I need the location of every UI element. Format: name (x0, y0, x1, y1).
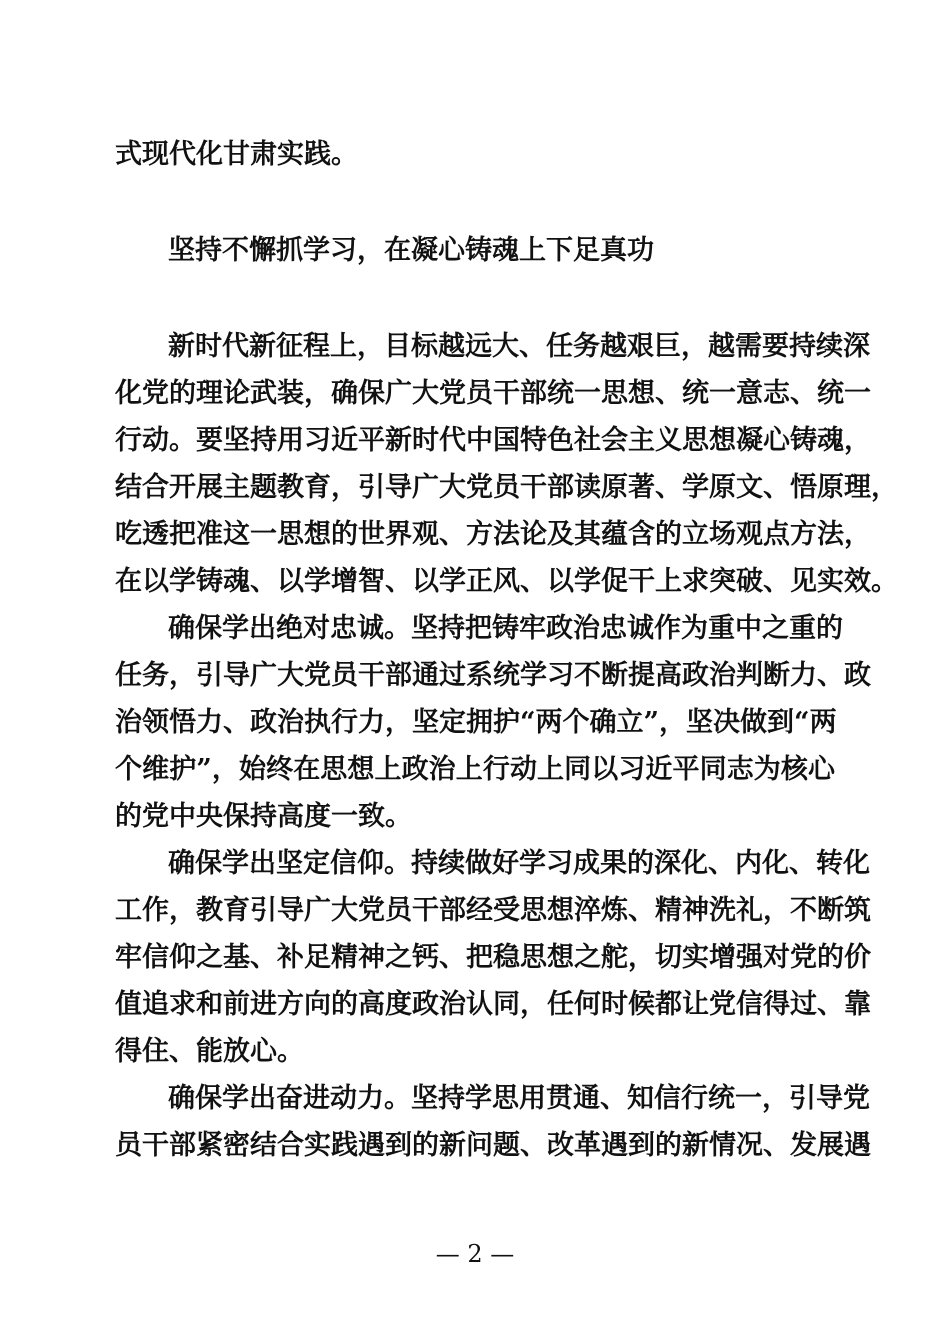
text-line: 个维护”，始终在思想上政治上行动上同以习近平同志为核心 (115, 754, 835, 785)
paragraph-first-line: 确保学出坚定信仰。持续做好学习成果的深化、内化、转化 (168, 848, 870, 879)
paragraph-first-line: 确保学出奋进动力。坚持学思用贯通、知信行统一，引导党 (168, 1083, 870, 1114)
text-line: 值追求和前进方向的高度政治认同，任何时候都让党信得过、靠 (115, 989, 871, 1020)
text-line: 吃透把准这一思想的世界观、方法论及其蕴含的立场观点方法， (115, 519, 871, 550)
text-line: 式现代化甘肃实践。 (115, 139, 358, 170)
text-line: 新时代新征程上，目标越远大、任务越艰巨，越需要持续深 (168, 331, 870, 362)
text-line: 行动。要坚持用习近平新时代中国特色社会主义思想凝心铸魂， (115, 425, 871, 456)
text-line: 员干部紧密结合实践遇到的新问题、改革遇到的新情况、发展遇 (115, 1130, 871, 1161)
paragraph-first-line: 确保学出绝对忠诚。坚持把铸牢政治忠诚作为重中之重的 (168, 613, 843, 644)
text-line: 工作，教育引导广大党员干部经受思想淬炼、精神洗礼，不断筑 (115, 895, 871, 926)
text-line: 的党中央保持高度一致。 (115, 801, 412, 832)
text-line: 牢信仰之基、补足精神之钙、把稳思想之舵，切实增强对党的价 (115, 942, 871, 973)
page-number: — 2 — (435, 1240, 515, 1268)
text-line: 结合开展主题教育，引导广大党员干部读原著、学原文、悟原理， (115, 472, 898, 503)
text-line: 治领悟力、政治执行力，坚定拥护“两个确立”，坚决做到“两 (115, 707, 837, 738)
section-heading: 坚持不懈抓学习，在凝心铸魂上下足真功 (168, 235, 654, 266)
text-line: 任务，引导广大党员干部通过系统学习不断提高政治判断力、政 (115, 660, 871, 691)
text-line: 在以学铸魂、以学增智、以学正风、以学促干上求突破、见实效。 (115, 566, 898, 597)
text-line: 化党的理论武装，确保广大党员干部统一思想、统一意志、统一 (115, 378, 871, 409)
text-line: 得住、能放心。 (115, 1036, 304, 1067)
